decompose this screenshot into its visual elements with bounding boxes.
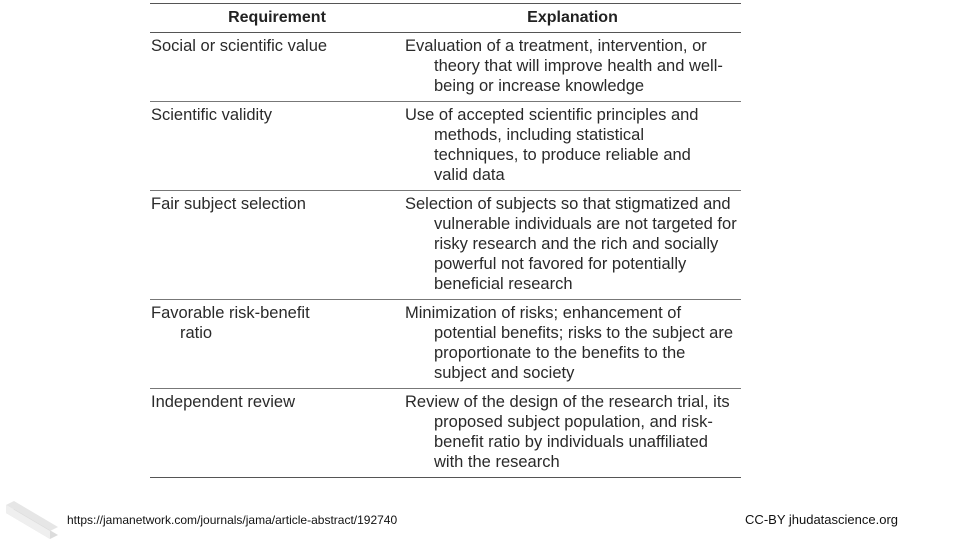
row-explanation-cell [404, 300, 741, 389]
requirement-text: Fair subject selection [151, 195, 306, 213]
row-explanation-cell [404, 191, 741, 300]
credit-text: CC-BY jhudatascience.org [745, 512, 898, 527]
row-explanation-cell [404, 389, 741, 478]
row-explanation-cell [404, 33, 741, 102]
requirements-table-container [150, 3, 741, 478]
row-requirement-cell [150, 389, 404, 478]
table-row [150, 33, 741, 102]
explanation-text: Minimization of risks; enhancement of potential benefits; risks to the subject are proportionate to the benefits to the subject and society [405, 304, 733, 382]
row-requirement-cell [150, 33, 404, 102]
requirement-text: Favorable risk-benefit ratio [151, 304, 310, 342]
row-requirement-cell [150, 102, 404, 191]
requirements-table [150, 3, 741, 478]
requirement-text: Independent review [151, 393, 296, 411]
row-requirement-cell [150, 300, 404, 389]
table-row [150, 389, 741, 478]
explanation-text: Use of accepted scientific principles and methods, including statistical techniques, to produce reliable and valid data [405, 106, 699, 184]
row-explanation-cell [404, 102, 741, 191]
table-row [150, 300, 741, 389]
requirement-text: Scientific validity [151, 106, 273, 124]
table-row [150, 102, 741, 191]
explanation-text: Review of the design of the research trial, its proposed subject population, and risk-benefit ratio by individuals unaffiliated with the research [405, 393, 730, 471]
requirement-text: Social or scientific value [151, 37, 328, 55]
row-requirement-cell [150, 191, 404, 300]
header-explanation: Explanation [404, 4, 741, 33]
table-row [150, 191, 741, 300]
stacked-diagonal-stripes-logo-icon [4, 497, 60, 539]
explanation-text: Selection of subjects so that stigmatized and vulnerable individuals are not targeted for risky research and the rich and socially powerful not favored for potentially beneficial research [405, 195, 737, 293]
source-link[interactable]: https://jamanetwork.com/journals/jama/article-abstract/192740 [67, 513, 398, 527]
table-header-row [150, 4, 741, 33]
explanation-text: Evaluation of a treatment, intervention, or theory that will improve health and well-being or increase knowledge [405, 37, 723, 95]
header-requirement: Requirement [150, 4, 404, 33]
